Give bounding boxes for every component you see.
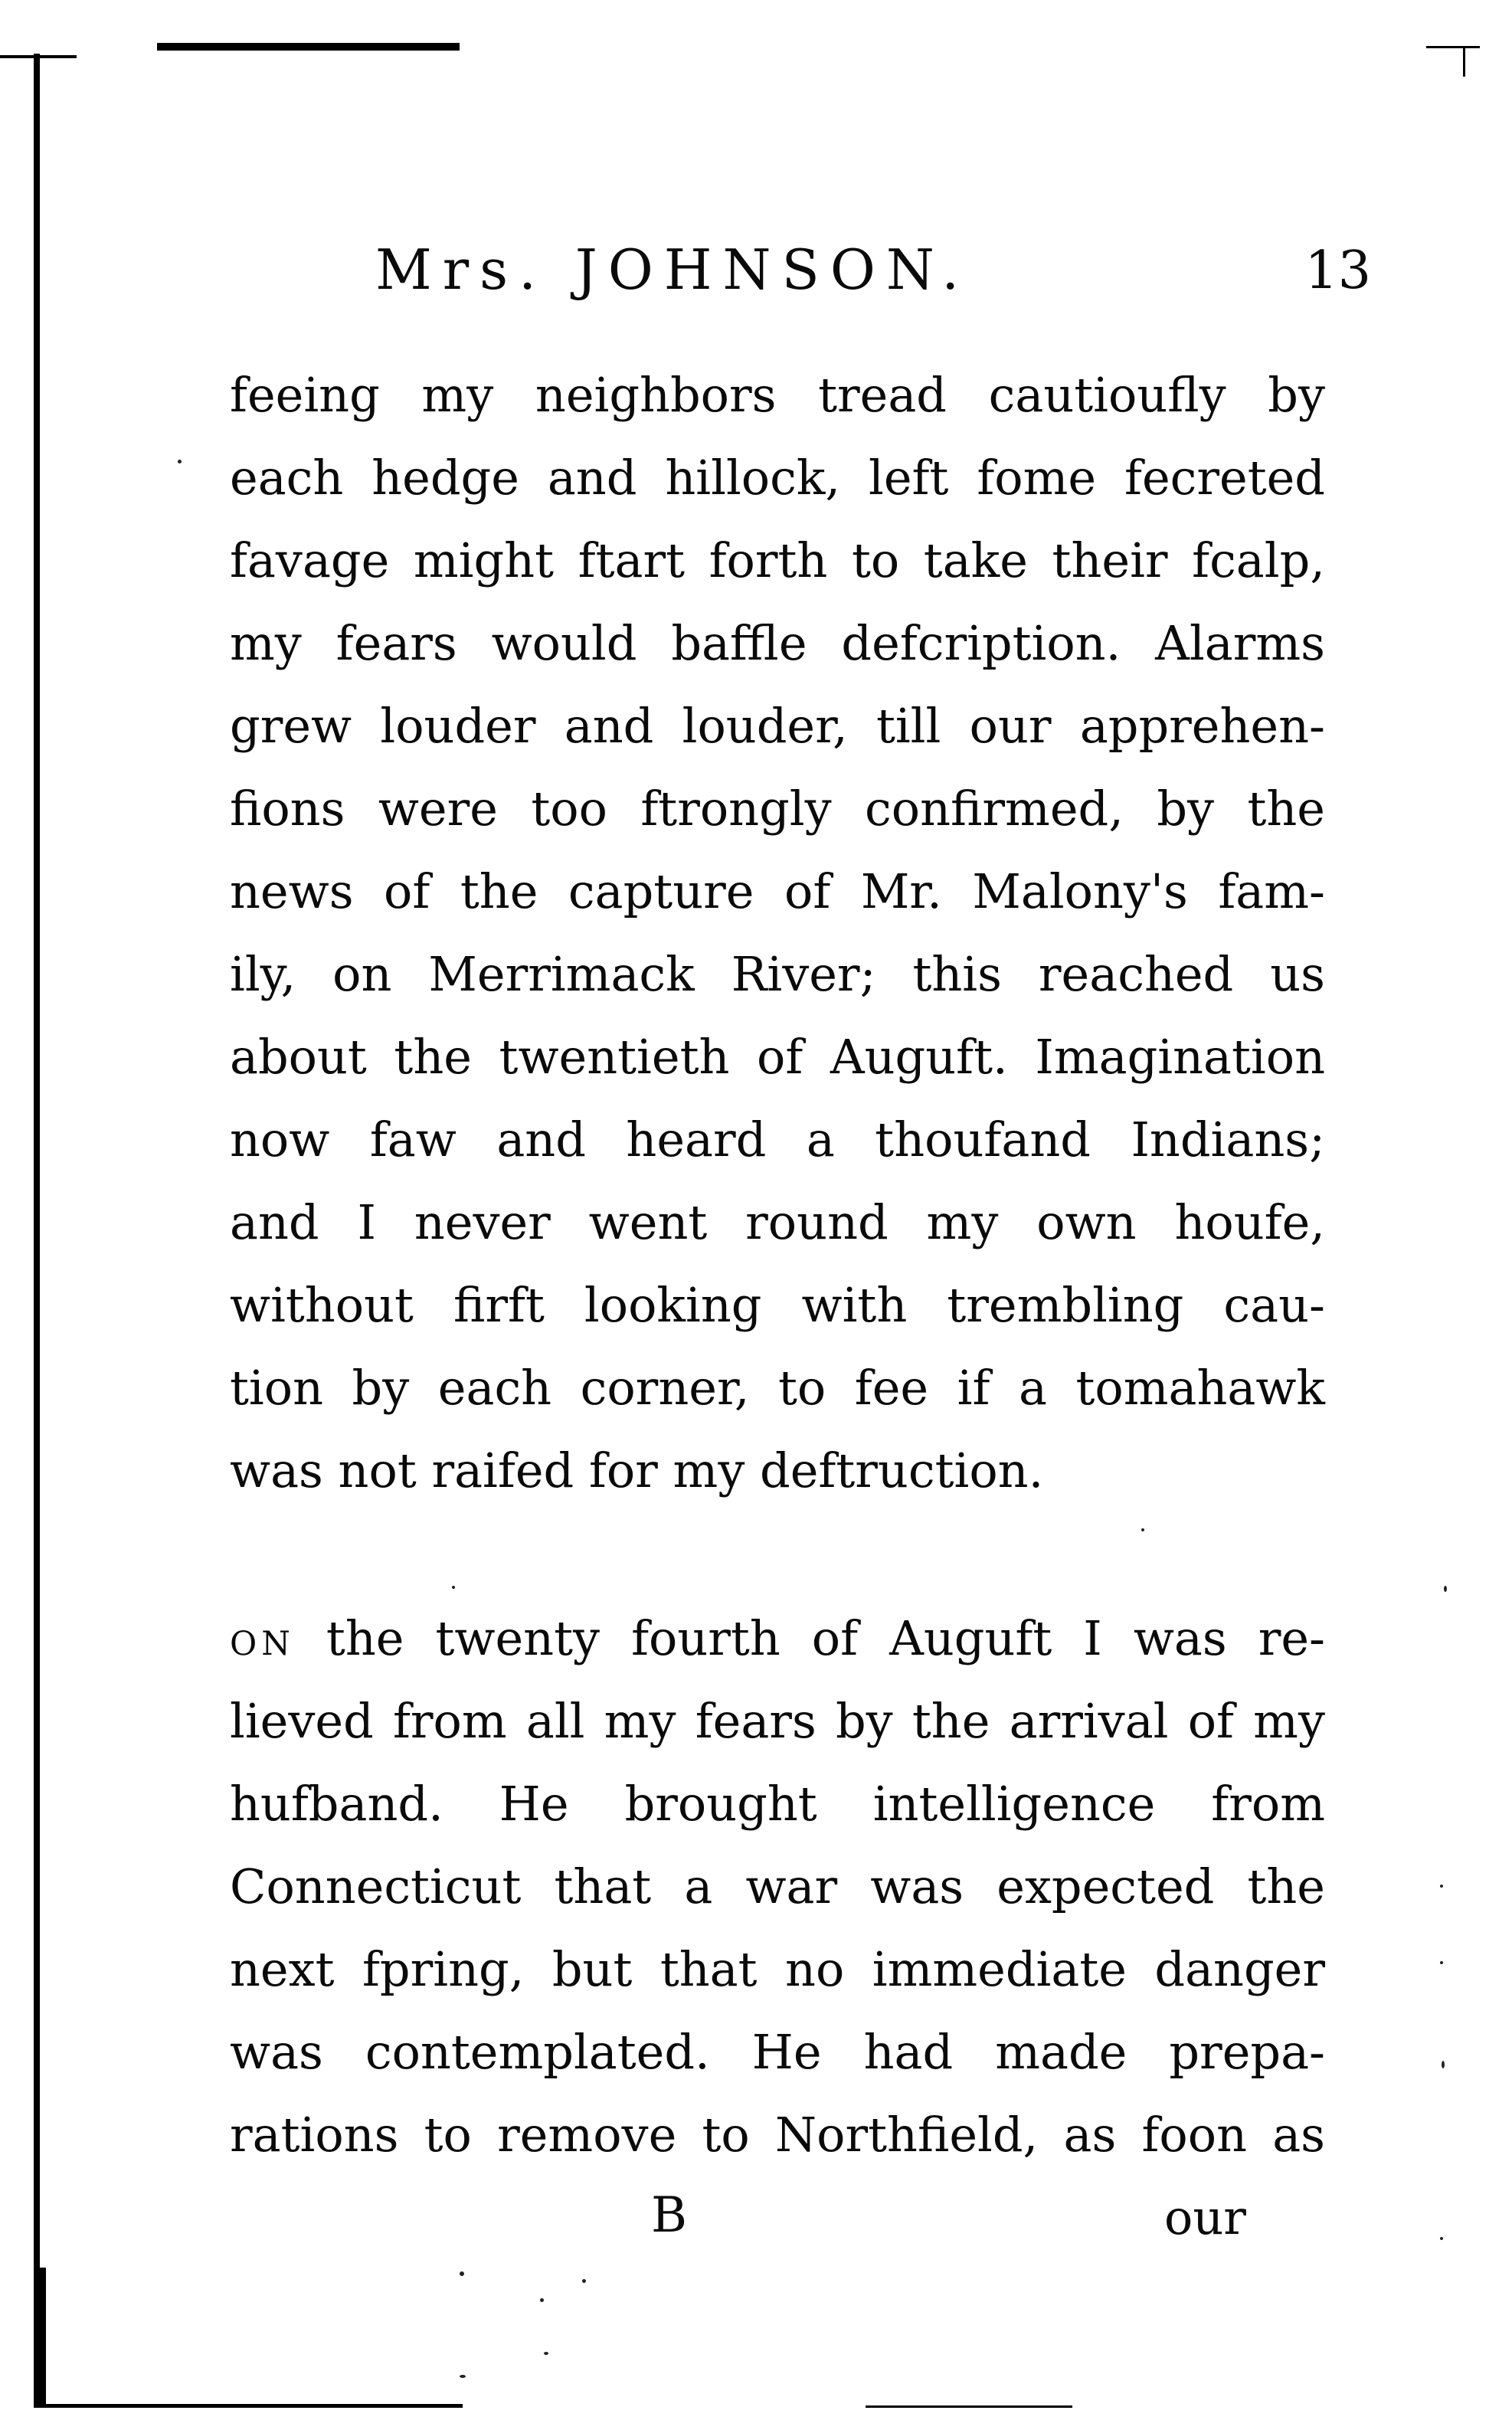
bottom-left-border-rule — [35, 2268, 46, 2405]
text-line: without firft looking with trembling cau- — [230, 1277, 1325, 1333]
scan-speck — [1141, 1528, 1144, 1531]
paragraph-2 — [230, 1597, 1325, 2176]
scan-speck — [544, 2352, 548, 2355]
scan-speck — [1440, 1961, 1443, 1964]
text-line: about the twentieth of Auguft. Imagination — [230, 1029, 1325, 1085]
text-line-first — [230, 1597, 1325, 1680]
text-line: each hedge and hillock, left fome fecreted — [230, 450, 1325, 506]
scan-speck — [540, 2298, 544, 2302]
text-line: my fears would baffle defcription. Alarms — [230, 615, 1325, 671]
scan-speck — [460, 2271, 464, 2276]
text-line: feeing my neighbors tread cautioufly by — [230, 367, 1325, 423]
text-line: now faw and heard a thoufand Indians; — [230, 1112, 1325, 1168]
top-right-tick — [1463, 46, 1465, 77]
scan-speck — [1444, 1586, 1447, 1592]
text-line: lieved from all my fears by the arrival of my — [230, 1693, 1325, 1749]
text-line: next fpring, but that no immediate danger — [230, 1941, 1325, 1997]
text-line: favage might ftart forth to take their fcalp, — [230, 532, 1325, 588]
text-line: fions were too ftrongly confirmed, by the — [230, 781, 1325, 837]
text-line: rations to remove to Northfield, as foon as — [230, 2107, 1325, 2163]
top-left-border-rule — [0, 55, 77, 58]
bottom-border-rule — [34, 2404, 463, 2408]
left-border-rule — [34, 54, 40, 2405]
scan-speck — [460, 2375, 466, 2378]
text-line: was contemplated. He had made prepa- — [230, 2024, 1325, 2080]
page-number: 13 — [1304, 241, 1371, 301]
text-line: and I never went round my own houfe, — [230, 1194, 1325, 1250]
running-head — [375, 230, 1371, 314]
scan-speck — [452, 1586, 455, 1589]
paragraph-1 — [230, 354, 1325, 1512]
running-title: Mrs. JOHNSON. — [375, 237, 970, 302]
scan-speck — [1440, 1885, 1443, 1888]
paragraph-opening-word: on — [230, 1610, 295, 1666]
text-line: ily, on Merrimack River; this reached us — [230, 946, 1325, 1002]
text-line: grew louder and louder, till our apprehen- — [230, 698, 1325, 754]
scan-speck — [178, 460, 182, 463]
text-line: was not raifed for my deftruction. — [230, 1443, 1044, 1498]
scan-speck — [582, 2279, 586, 2283]
catchword: our — [1164, 2189, 1246, 2245]
text-line-rest: the twenty fourth of Auguft I was re- — [326, 1610, 1325, 1666]
scan-speck — [1440, 2237, 1443, 2240]
text-line: tion by each corner, to fee if a tomahawk — [230, 1360, 1325, 1416]
scan-speck — [1442, 2061, 1445, 2068]
text-line: hufband. He brought intelligence from — [230, 1776, 1325, 1832]
signature-mark: B — [651, 2187, 688, 2244]
top-right-border-rule — [1426, 46, 1480, 48]
top-border-rule — [157, 43, 460, 51]
bottom-right-border-rule — [866, 2405, 1072, 2408]
text-line: news of the capture of Mr. Malony's fam- — [230, 863, 1325, 919]
text-line: Connecticut that a war was expected the — [230, 1859, 1325, 1914]
